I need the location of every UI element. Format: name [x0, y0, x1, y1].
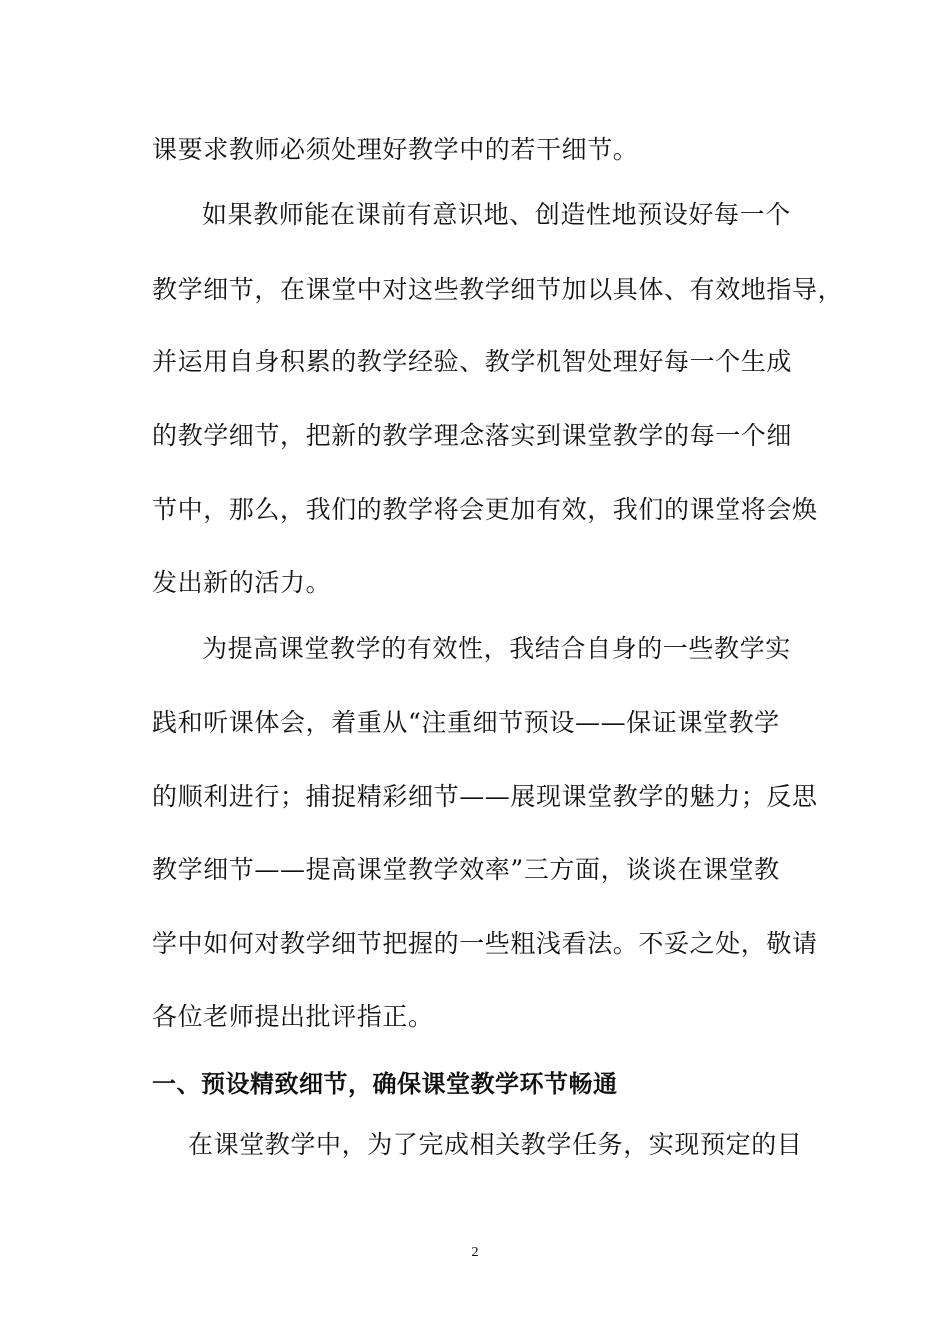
paragraph-line: 教学细节，在课堂中对这些教学细节加以具体、有效地指导， — [152, 275, 844, 304]
paragraph-line: 发出新的活力。 — [152, 568, 332, 597]
paragraph-line: 学中如何对教学细节把握的一些粗浅看法。不妥之处，敬请 — [152, 929, 818, 958]
paragraph-line: 各位老师提出批评指正。 — [152, 1002, 434, 1031]
section-heading: 一、预设精致细节，确保课堂教学环节畅通 — [152, 1070, 618, 1098]
paragraph-line: 课要求教师必须处理好教学中的若干细节。 — [152, 135, 639, 164]
paragraph-line: 如果教师能在课前有意识地、创造性地预设好每一个 — [202, 200, 791, 229]
page-number: 2 — [471, 1245, 479, 1260]
paragraph-line: 在课堂教学中，为了完成相关教学任务，实现预定的目 — [188, 1130, 803, 1159]
paragraph-line: 教学细节——提高课堂教学效率”三方面，谈谈在课堂教 — [152, 855, 780, 884]
paragraph-line: 的教学细节，把新的教学理念落实到课堂教学的每一个细 — [152, 421, 793, 450]
paragraph-line: 并运用自身积累的教学经验、教学机智处理好每一个生成 — [152, 347, 793, 376]
paragraph-line: 践和听课体会，着重从“注重细节预设——保证课堂教学 — [152, 708, 780, 737]
paragraph-line: 的顺利进行；捕捉精彩细节——展现课堂教学的魅力；反思 — [152, 782, 818, 811]
paragraph-line: 节中，那么，我们的教学将会更加有效，我们的课堂将会焕 — [152, 495, 818, 524]
paragraph-line: 为提高课堂教学的有效性，我结合自身的一些教学实 — [202, 634, 791, 663]
